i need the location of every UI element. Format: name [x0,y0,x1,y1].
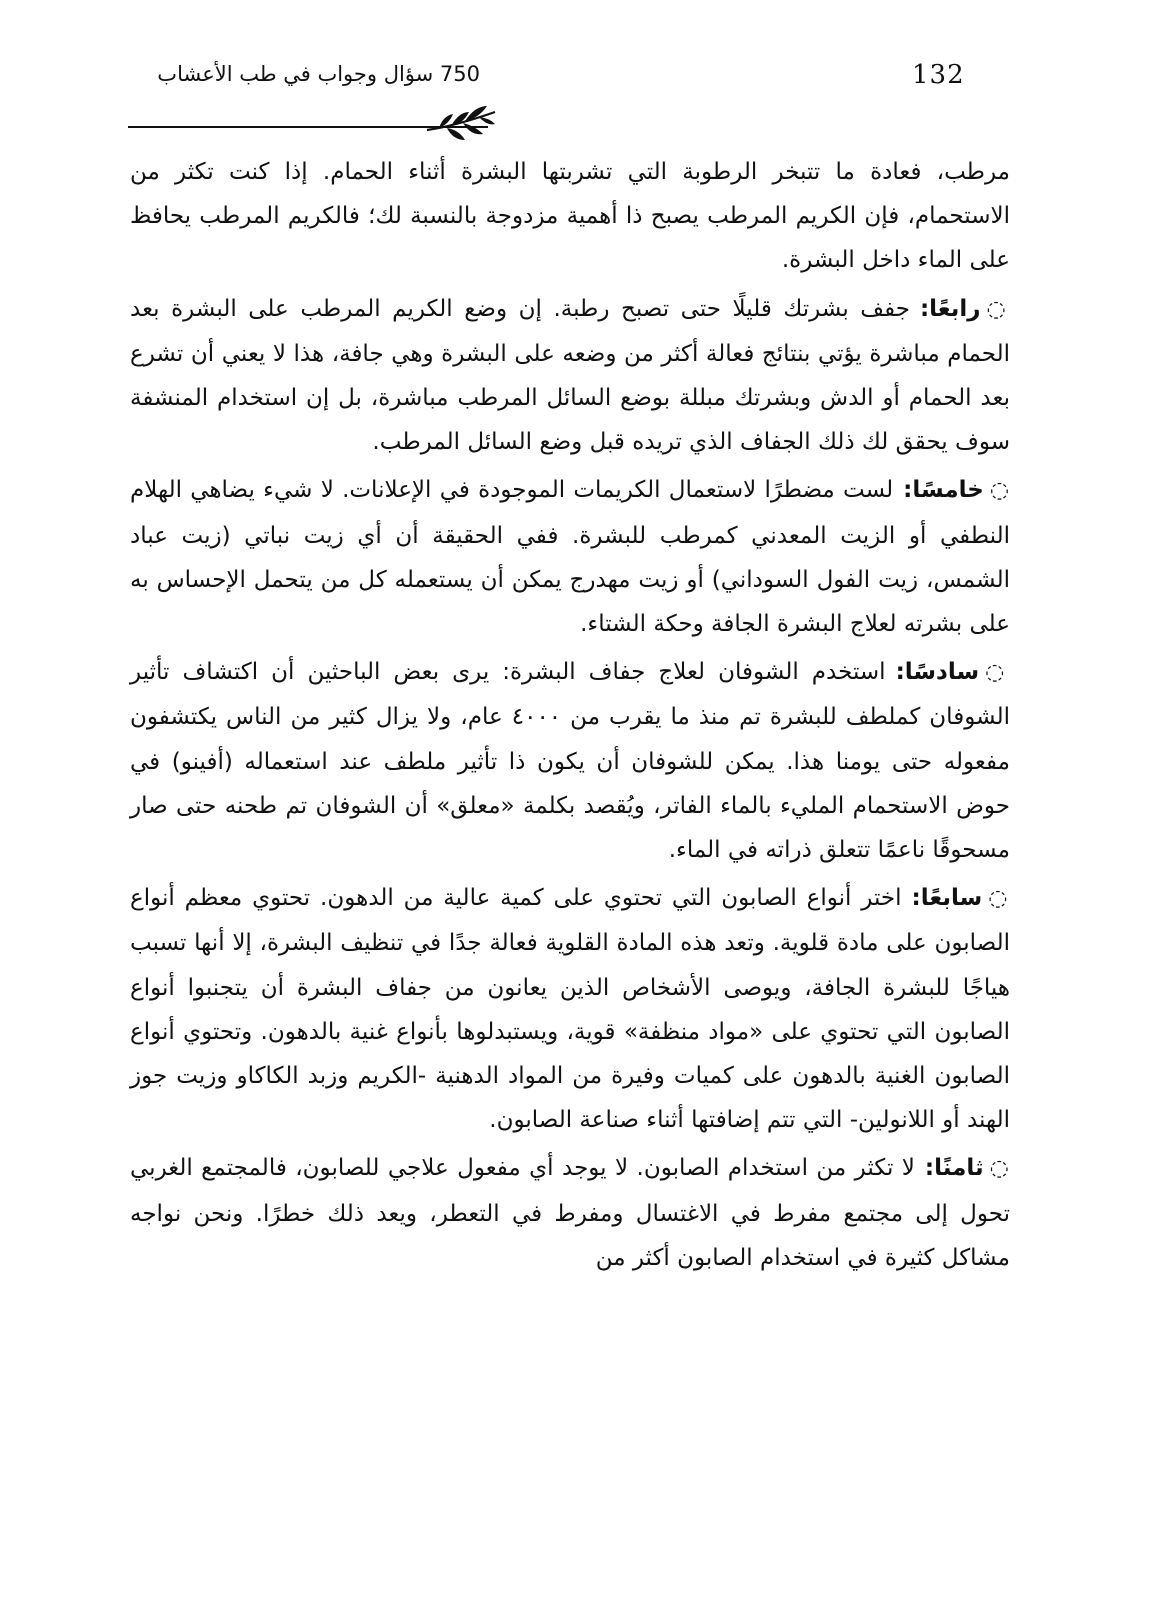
leaf-branch-icon [425,104,497,144]
tip-label: سابعًا: [911,885,983,912]
tip-label: خامسًا: [903,477,984,504]
body-text [130,150,1010,1280]
running-header-title: 750 سؤال وجواب في طب الأعشاب [157,62,480,86]
tip-text: جفف بشرتك قليلًا حتى تصبح رطبة. إن وضع الكريم المرطب على البشرة بعد الحمام مباشرة يؤتي بنتائج فعالة أكثر من وضعه على البشرة وهي جافة، هذا لا يعني أن تشرع بعد الحمام أو الدش وبشرتك مبللة بوضع السائل المرطب مباشرة، بل إن استخدام المنشفة سوف يحقق لك ذلك الجفاف الذي تريده قبل وضع السائل المرطب. [130,295,1010,456]
tip-text: لست مضطرًا لاستعمال الكريمات الموجودة في الإعلانات. لا شيء يضاهي الهلام النطفي أو الزيت المعدني كمرطب للبشرة. ففي الحقيقة أن أي زيت نباتي (زيت عباد الشمس، زيت الفول السوداني) أو زيت مهدرج يمكن أن يستعمله كل من يتحمل الإحساس به على بشرته لعلاج البشرة الجافة وحكة الشتاء. [130,477,1010,638]
tip-item-seventh [130,876,1010,1142]
intro-paragraph: مرطب، فعادة ما تتبخر الرطوبة التي تشربتها البشرة أثناء الحمام. إذا كنت تكثر من الاستحمام، فإن الكريم المرطب يصبح ذا أهمية مزدوجة بالنسبة لك؛ فالكريم المرطب يحافظ على الماء داخل البشرة. [130,159,1010,274]
tip-item-eighth [130,1146,1010,1280]
tip-label: سادسًا: [895,659,980,686]
circle-bullet-icon: ◌ [989,1156,1010,1182]
circle-bullet-icon: ◌ [989,478,1010,504]
circle-bullet-icon: ◌ [988,886,1010,912]
tip-item-fifth [130,468,1010,646]
page-number: 132 [912,60,965,90]
tip-text: استخدم الشوفان لعلاج جفاف البشرة: يرى بعض الباحثين أن اكتشاف تأثير الشوفان كملطف للبشرة تم منذ ما يقرب من ٤٠٠٠ عام، ولا يزال كثير من الناس يكتشفون مفعوله حتى يومنا هذا. يمكن للشوفان أن يكون ذا تأثير ملطف عند استعماله (أفينو) في حوض الاستحمام المليء بالماء الفاتر، ويُقصد بكلمة «معلق» أن الشوفان تم طحنه حتى صار مسحوقًا ناعمًا تتعلق ذراته في الماء. [130,659,1010,864]
tip-text: لا تكثر من استخدام الصابون. لا يوجد أي مفعول علاجي للصابون، فالمجتمع الغربي تحول إلى مجتمع مفرط في الاغتسال ومفرط في التعطر، ويعد ذلك خطرًا. ونحن نواجه مشاكل كثيرة في استخدام الصابون أكثر من [130,1155,1010,1271]
tip-label: ثامنًا: [924,1155,984,1182]
tip-item-sixth [130,650,1010,872]
circle-bullet-icon: ◌ [985,660,1010,686]
tip-label: رابعًا: [919,295,981,322]
tip-item-fourth [130,287,1010,465]
tip-text: اختر أنواع الصابون التي تحتوي على كمية عالية من الدهون. تحتوي معظم أنواع الصابون على مادة قلوية. وتعد هذه المادة القلوية فعالة جدًا في تنظيف البشرة، إلا أنها تسبب هياجًا للبشرة الجافة، ويوصى الأشخاص الذين يعانون من جفاف البشرة أن يتجنبوا أنواع الصابون التي تحتوي على «مواد منظفة» قوية، ويستبدلوها بأنواع غنية بالدهون. وتحتوي أنواع الصابون الغنية بالدهون على كميات وفيرة من المواد الدهنية -الكريم وزبد الكاكاو وزيت جوز الهند أو اللانولين- التي تتم إضافتها أثناء صناعة الصابون. [130,885,1010,1134]
circle-bullet-icon: ◌ [986,296,1010,322]
